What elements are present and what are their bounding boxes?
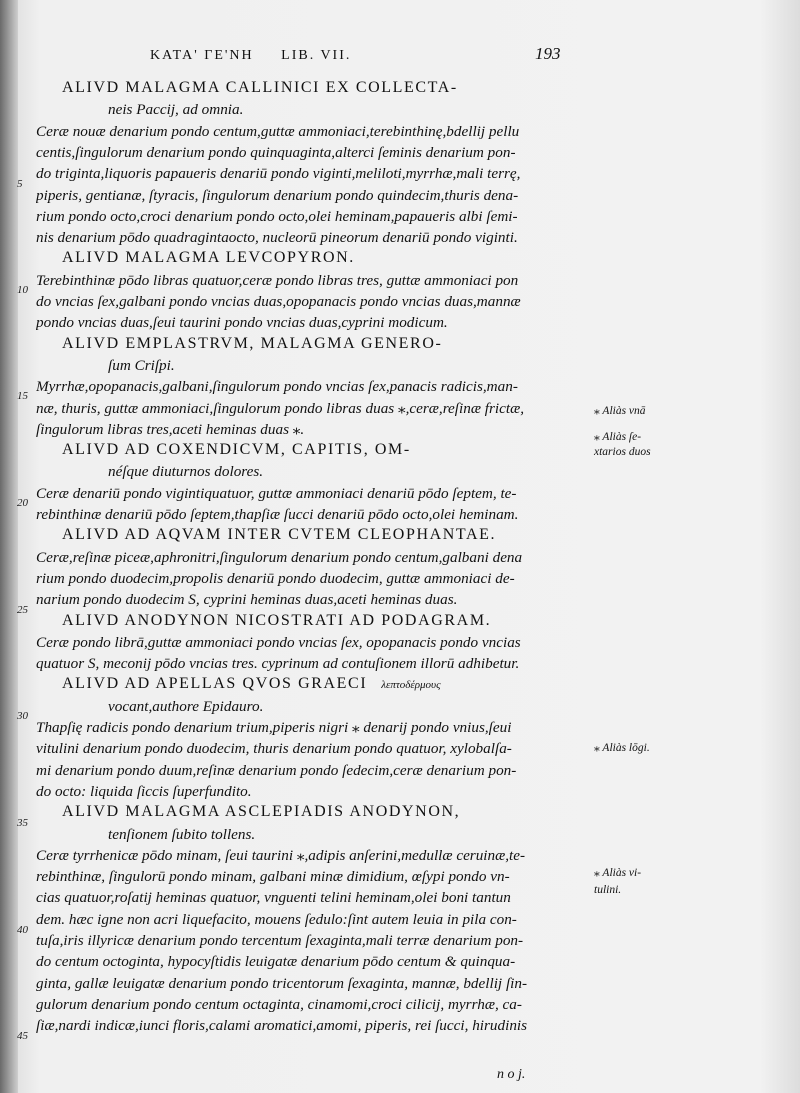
section-heading-text: ALIVD ANODYNON NICOSTRATI AD PODAGRAM. — [62, 612, 492, 629]
text-line: Ceræ pondo librā,guttæ ammoniaci pondo vncias ſex, opopanacis pondo vncias — [36, 634, 521, 651]
running-book: LIB. VII. — [281, 48, 352, 63]
text-line: mi denarium pondo duum,reſinæ denarium pondo ſedecim,ceræ denarium pon- — [36, 762, 517, 779]
page-number: 193 — [535, 44, 561, 63]
margin-note: xtarios duos — [594, 446, 651, 458]
text-line: gulorum denarium pondo centum octaginta, cinamomi,croci cilicij, myrrhæ, ca- — [36, 996, 522, 1013]
text-line: narium pondo duodecim S, cyprini heminas duas,aceti heminas duas. — [36, 591, 458, 608]
text-line: do vncias ſex,galbani pondo vncias duas,opopanacis pondo vncias duas,mannæ — [36, 293, 521, 310]
margin-note: ⁎ Aliàs vi- — [594, 867, 642, 879]
text-line: Ceræ nouæ denarium pondo centum,guttæ ammoniaci,terebinthinę,bdellij pellu — [36, 123, 520, 140]
section-heading-text: ALIVD EMPLASTRVM, MALAGMA GENERO- — [62, 335, 443, 352]
heading-continuation: vocant,authore Epidauro. — [108, 698, 264, 715]
heading-continuation: neis Paccij, ad omnia. — [108, 101, 244, 118]
text-line: rebinthinæ denariū pōdo ſeptem,thapſiæ ſucci denariū pōdo octo,olei heminam. — [36, 506, 519, 523]
text-line: næ, thuris, guttæ ammoniaci,ſingulorum pondo libras duas ⁎,ceræ,reſinæ frictæ, — [36, 400, 524, 417]
section-heading — [62, 79, 458, 97]
margin-note: ⁎ Aliàs vnā — [594, 405, 646, 417]
margin-note: tulini. — [594, 884, 622, 896]
line-number: 5 — [17, 178, 23, 190]
section-heading — [62, 249, 355, 267]
section-heading — [62, 526, 496, 544]
catchword: n o j. — [497, 1067, 526, 1082]
text-line: do triginta,liquoris papaueris denariū pondo viginti,meliloti,myrrhæ,mali terrę, — [36, 165, 521, 182]
text-line: pondo vncias duas,ſeui taurini pondo vncias duas,cyprini modicum. — [36, 314, 448, 331]
section-heading — [62, 675, 441, 693]
text-line: Myrrhæ,opopanacis,galbani,ſingulorum pondo vncias ſex,panacis radicis,man- — [36, 378, 518, 395]
text-line: Ceræ,reſinæ piceæ,aphronitri,ſingulorum denarium pondo centum,galbani dena — [36, 549, 523, 566]
text-line: dem. hæc igne non acri liquefacito, mouens ſedulo:ſint autem leuia in pila con- — [36, 911, 517, 928]
heading-continuation: néſque diuturnos dolores. — [108, 463, 264, 480]
section-heading-text: ALIVD AD APELLAS QVOS GRAECI — [62, 675, 368, 692]
heading-continuation: tenſionem ſubito tollens. — [108, 826, 256, 843]
text-line: Thapſię radicis pondo denarium trium,piperis nigri ⁎ denarij pondo vnius,ſeui — [36, 719, 512, 736]
heading-continuation: ſum Criſpi. — [108, 357, 175, 374]
section-heading — [62, 441, 411, 459]
text-line: cias quatuor,roſatij heminas quatuor, vnguenti telini heminam,olei boni tantun — [36, 889, 511, 906]
binding-gutter-shadow — [0, 0, 18, 1093]
text-line: Ceræ denariū pondo vigintiquatuor, guttæ ammoniaci denariū pōdo ſeptem, te- — [36, 485, 517, 502]
section-heading-text: ALIVD AD AQVAM INTER CVTEM CLEOPHANTAE. — [62, 526, 497, 543]
line-number: 30 — [17, 710, 28, 722]
line-number: 15 — [17, 390, 28, 402]
text-line: rebinthinæ, ſingulorū pondo minam, galbani minæ dimidium, œſypi pondo vn- — [36, 868, 510, 885]
section-heading-text: ALIVD MALAGMA ASCLEPIADIS ANODYNON, — [62, 803, 461, 820]
section-heading-text: ALIVD MALAGMA CALLINICI EX COLLECTA- — [62, 79, 458, 96]
section-heading-text: ALIVD MALAGMA LEVCOPYRON. — [62, 249, 355, 266]
line-number: 10 — [17, 284, 28, 296]
text-line: Ceræ tyrrhenicæ pōdo minam, ſeui taurini ⁎,adipis anſerini,medullæ ceruinæ,te- — [36, 847, 526, 864]
running-header — [150, 48, 580, 64]
line-number: 35 — [17, 817, 28, 829]
line-number: 20 — [17, 497, 28, 509]
text-line: do centum octoginta, hypocyſtidis leuigatæ denarium pōdo centum & quinqua- — [36, 953, 516, 970]
margin-note: ⁎ Aliàs ſe- — [594, 431, 642, 443]
text-line: centis,ſingulorum denarium pondo quinquaginta,alterci ſeminis denarium pon- — [36, 144, 516, 161]
line-number: 25 — [17, 604, 28, 616]
text-line: do octo: liquida ſiccis ſuperfundito. — [36, 783, 252, 800]
line-number: 45 — [17, 1030, 28, 1042]
section-heading — [62, 803, 460, 821]
text-line: vitulini denarium pondo duodecim, thuris denarium pondo quatuor, xylobalſa- — [36, 740, 512, 757]
text-line: ſiæ,nardi indicæ,iunci floris,calami aromatici,amomi, piperis, rei ſucci, hirudinis — [36, 1017, 528, 1034]
text-line: quatuor S, meconij pōdo vncias tres. cyprinum ad contuſionem illorū adhibetur. — [36, 655, 520, 672]
text-line: nis denarium pōdo quadragintaocto, nucleorū pineorum denariū pondo viginti. — [36, 229, 518, 246]
text-line: tuſa,iris illyricæ denarium pondo tercentum ſexaginta,mali terræ denarium pon- — [36, 932, 524, 949]
line-number: 40 — [17, 924, 28, 936]
running-title: ΚΑΤΑ' ΓΕ'ΝΗ — [150, 48, 254, 63]
text-line: rium pondo octo,croci denarium pondo octo,olei heminam,papaueris albi ſemi- — [36, 208, 518, 225]
section-heading-text: ALIVD AD COXENDICVM, CAPITIS, OM- — [62, 441, 411, 458]
margin-note: ⁎ Aliàs lōgi. — [594, 742, 650, 754]
greek-term: λεπτοδέρμους — [381, 679, 441, 691]
text-line: Terebinthinæ pōdo libras quatuor,ceræ pondo libras tres, guttæ ammoniaci pon — [36, 272, 519, 289]
text-line: rium pondo duodecim,propolis denariū pondo duodecim, guttæ ammoniaci de- — [36, 570, 515, 587]
text-line: ginta, gallæ leuigatæ denarium pondo tricentorum ſexaginta, mannæ, bdellij ſin- — [36, 975, 528, 992]
text-line: piperis, gentianæ, ſtyracis, ſingulorum denarium pondo quindecim,thuris dena- — [36, 187, 519, 204]
section-heading — [62, 612, 491, 630]
text-line: ſingulorum libras tres,aceti heminas duas ⁎. — [36, 421, 305, 438]
section-heading — [62, 335, 442, 353]
